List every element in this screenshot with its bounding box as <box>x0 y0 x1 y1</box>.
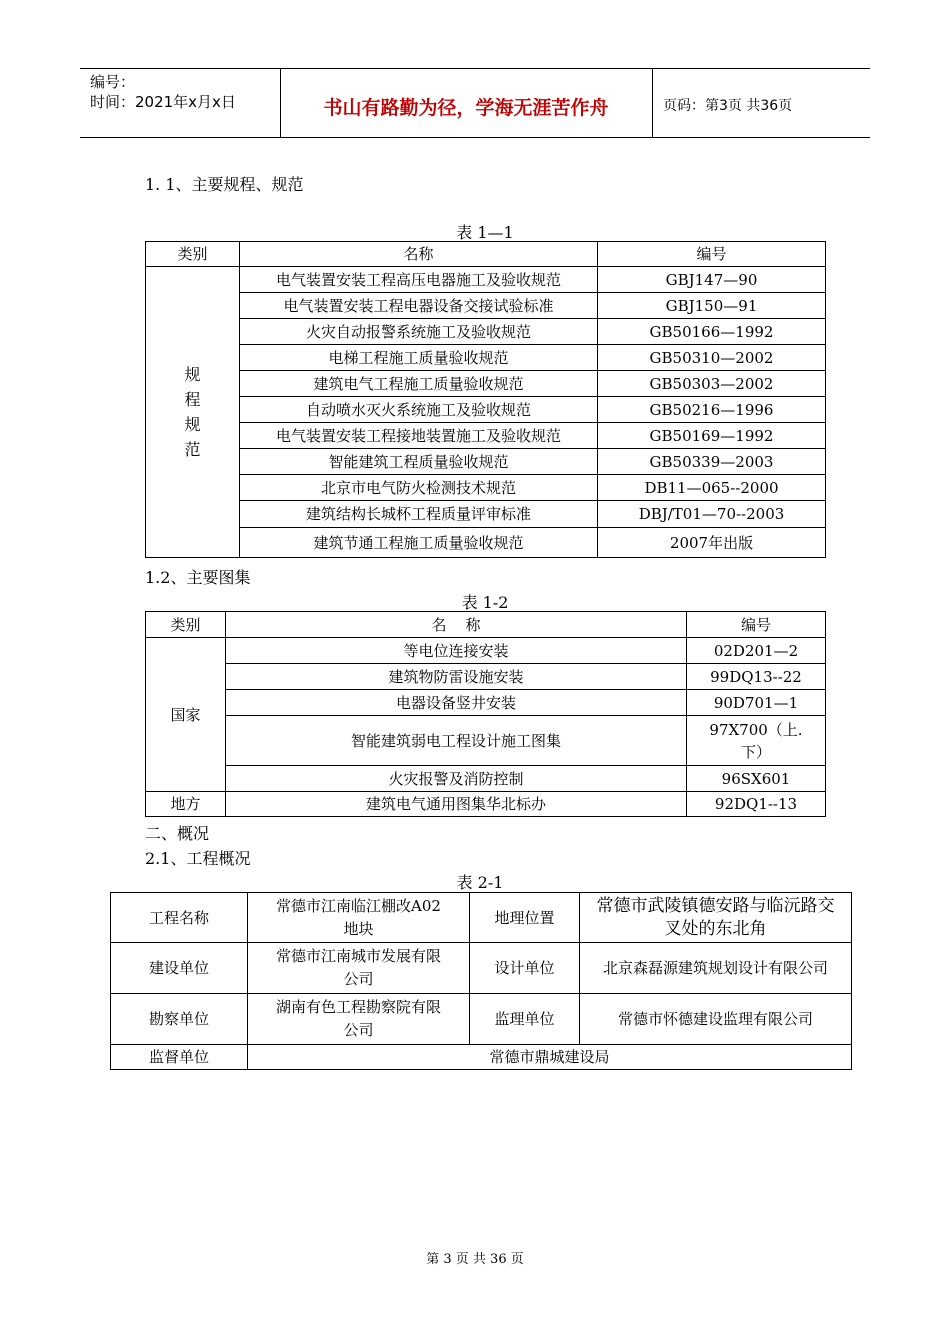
table-row <box>146 293 826 319</box>
label-project-name: 工程名称 <box>111 893 248 943</box>
section-1-1-heading: 1. 1、主要规程、规范 <box>145 175 304 194</box>
standard-name: 电气装置安装工程高压电器施工及验收规范 <box>240 267 598 293</box>
atlas-code: 92DQ1--13 <box>687 792 826 817</box>
category-cell <box>146 267 240 558</box>
atlas-table <box>145 611 826 817</box>
doc-time-label: 时间：2021年x月x日 <box>90 93 236 111</box>
atlas-code: 97X700（上.下） <box>687 716 826 766</box>
value-location: 常德市武陵镇德安路与临沅路交叉处的东北角 <box>580 893 852 943</box>
table-row <box>146 792 826 817</box>
atlas-name: 电器设备竖井安装 <box>226 690 687 716</box>
header-cell-category: 类别 <box>146 612 226 638</box>
table-row <box>146 397 826 423</box>
section-2-1-heading: 2.1、工程概况 <box>145 849 251 868</box>
table-row <box>146 638 826 664</box>
atlas-code: 99DQ13--22 <box>687 664 826 690</box>
table-row <box>146 319 826 345</box>
header-meta-cell <box>80 69 281 137</box>
atlas-code: 96SX601 <box>687 766 826 792</box>
table-row <box>111 1045 852 1070</box>
table-row <box>146 267 826 293</box>
standard-code: GB50216—1996 <box>598 397 826 423</box>
standard-code: DBJ/T01—70--2003 <box>598 501 826 528</box>
table-row <box>146 371 826 397</box>
table-row <box>111 943 852 994</box>
standard-name: 建筑结构长城杯工程质量评审标准 <box>240 501 598 528</box>
atlas-code: 90D701—1 <box>687 690 826 716</box>
header-cell-name: 名称 <box>240 242 598 267</box>
atlas-name: 建筑物防雷设施安装 <box>226 664 687 690</box>
page-footer: 第 3 页 共 36 页 <box>426 1252 524 1267</box>
standard-name: 电气装置安装工程电器设备交接试验标准 <box>240 293 598 319</box>
standard-name: 火灾自动报警系统施工及验收规范 <box>240 319 598 345</box>
table-row <box>146 716 826 766</box>
value-project-name: 常德市江南临江棚改A02地块 <box>248 893 470 943</box>
standard-code: GBJ147—90 <box>598 267 826 293</box>
value-supervision: 常德市怀德建设监理有限公司 <box>580 994 852 1045</box>
table-row <box>146 528 826 558</box>
value-survey: 湖南有色工程勘察院有限公司 <box>248 994 470 1045</box>
label-builder: 建设单位 <box>111 943 248 994</box>
table-row <box>111 994 852 1045</box>
header-page-cell <box>653 69 870 137</box>
category-cell: 地方 <box>146 792 226 817</box>
section-1-2-heading: 1.2、主要图集 <box>145 568 251 587</box>
atlas-name: 建筑电气通用图集华北标办 <box>226 792 687 817</box>
header-cell-code: 编号 <box>598 242 826 267</box>
label-supervision: 监理单位 <box>470 994 580 1045</box>
table-row <box>146 345 826 371</box>
table-row <box>146 449 826 475</box>
atlas-code: 02D201—2 <box>687 638 826 664</box>
page-header <box>80 68 870 138</box>
table-row <box>146 501 826 528</box>
header-cell-name: 名 称 <box>226 612 687 638</box>
value-designer: 北京森磊源建筑规划设计有限公司 <box>580 943 852 994</box>
standard-name: 智能建筑工程质量验收规范 <box>240 449 598 475</box>
standard-code: GB50169—1992 <box>598 423 826 449</box>
header-motto-cell <box>280 69 653 137</box>
standard-code: GB50310—2002 <box>598 345 826 371</box>
table-row <box>146 766 826 792</box>
table-header-row <box>146 242 826 267</box>
standard-code: 2007年出版 <box>598 528 826 558</box>
standard-code: GB50303—2002 <box>598 371 826 397</box>
value-builder: 常德市江南城市发展有限公司 <box>248 943 470 994</box>
standard-code: GBJ150—91 <box>598 293 826 319</box>
table-row <box>111 893 852 943</box>
label-location: 地理位置 <box>470 893 580 943</box>
table-row <box>146 690 826 716</box>
motto-text: 书山有路勤为径，学海无涯苦作舟 <box>323 97 609 119</box>
header-cell-category: 类别 <box>146 242 240 267</box>
label-oversight: 监督单位 <box>111 1045 248 1070</box>
header-cell-code: 编号 <box>687 612 826 638</box>
standard-code: GB50166—1992 <box>598 319 826 345</box>
doc-code-label: 编号： <box>90 73 136 91</box>
value-oversight: 常德市鼎城建设局 <box>248 1045 852 1070</box>
atlas-name: 等电位连接安装 <box>226 638 687 664</box>
category-text: 规程规范 <box>184 365 201 459</box>
label-survey: 勘察单位 <box>111 994 248 1045</box>
standard-name: 建筑节通工程施工质量验收规范 <box>240 528 598 558</box>
table-2-1-caption: 表 2-1 <box>456 873 504 892</box>
standard-code: DB11—065--2000 <box>598 475 826 501</box>
standard-name: 自动喷水灭火系统施工及验收规范 <box>240 397 598 423</box>
table-row <box>146 423 826 449</box>
standard-code: GB50339—2003 <box>598 449 826 475</box>
standard-name: 电梯工程施工质量验收规范 <box>240 345 598 371</box>
table-1-2-caption: 表 1-2 <box>461 593 509 612</box>
category-cell: 国家 <box>146 638 226 792</box>
standard-name: 建筑电气工程施工质量验收规范 <box>240 371 598 397</box>
section-2-heading: 二、概况 <box>145 824 210 843</box>
standards-table <box>145 241 826 558</box>
standard-name: 北京市电气防火检测技术规范 <box>240 475 598 501</box>
table-header-row <box>146 612 826 638</box>
page-number-label: 页码：第3页 共36页 <box>663 98 793 114</box>
label-designer: 设计单位 <box>470 943 580 994</box>
atlas-name: 智能建筑弱电工程设计施工图集 <box>226 716 687 766</box>
table-1-1-caption: 表 1—1 <box>456 223 514 242</box>
atlas-name: 火灾报警及消防控制 <box>226 766 687 792</box>
standard-name: 电气装置安装工程接地装置施工及验收规范 <box>240 423 598 449</box>
table-row <box>146 664 826 690</box>
table-row <box>146 475 826 501</box>
project-overview-table <box>110 892 852 1070</box>
